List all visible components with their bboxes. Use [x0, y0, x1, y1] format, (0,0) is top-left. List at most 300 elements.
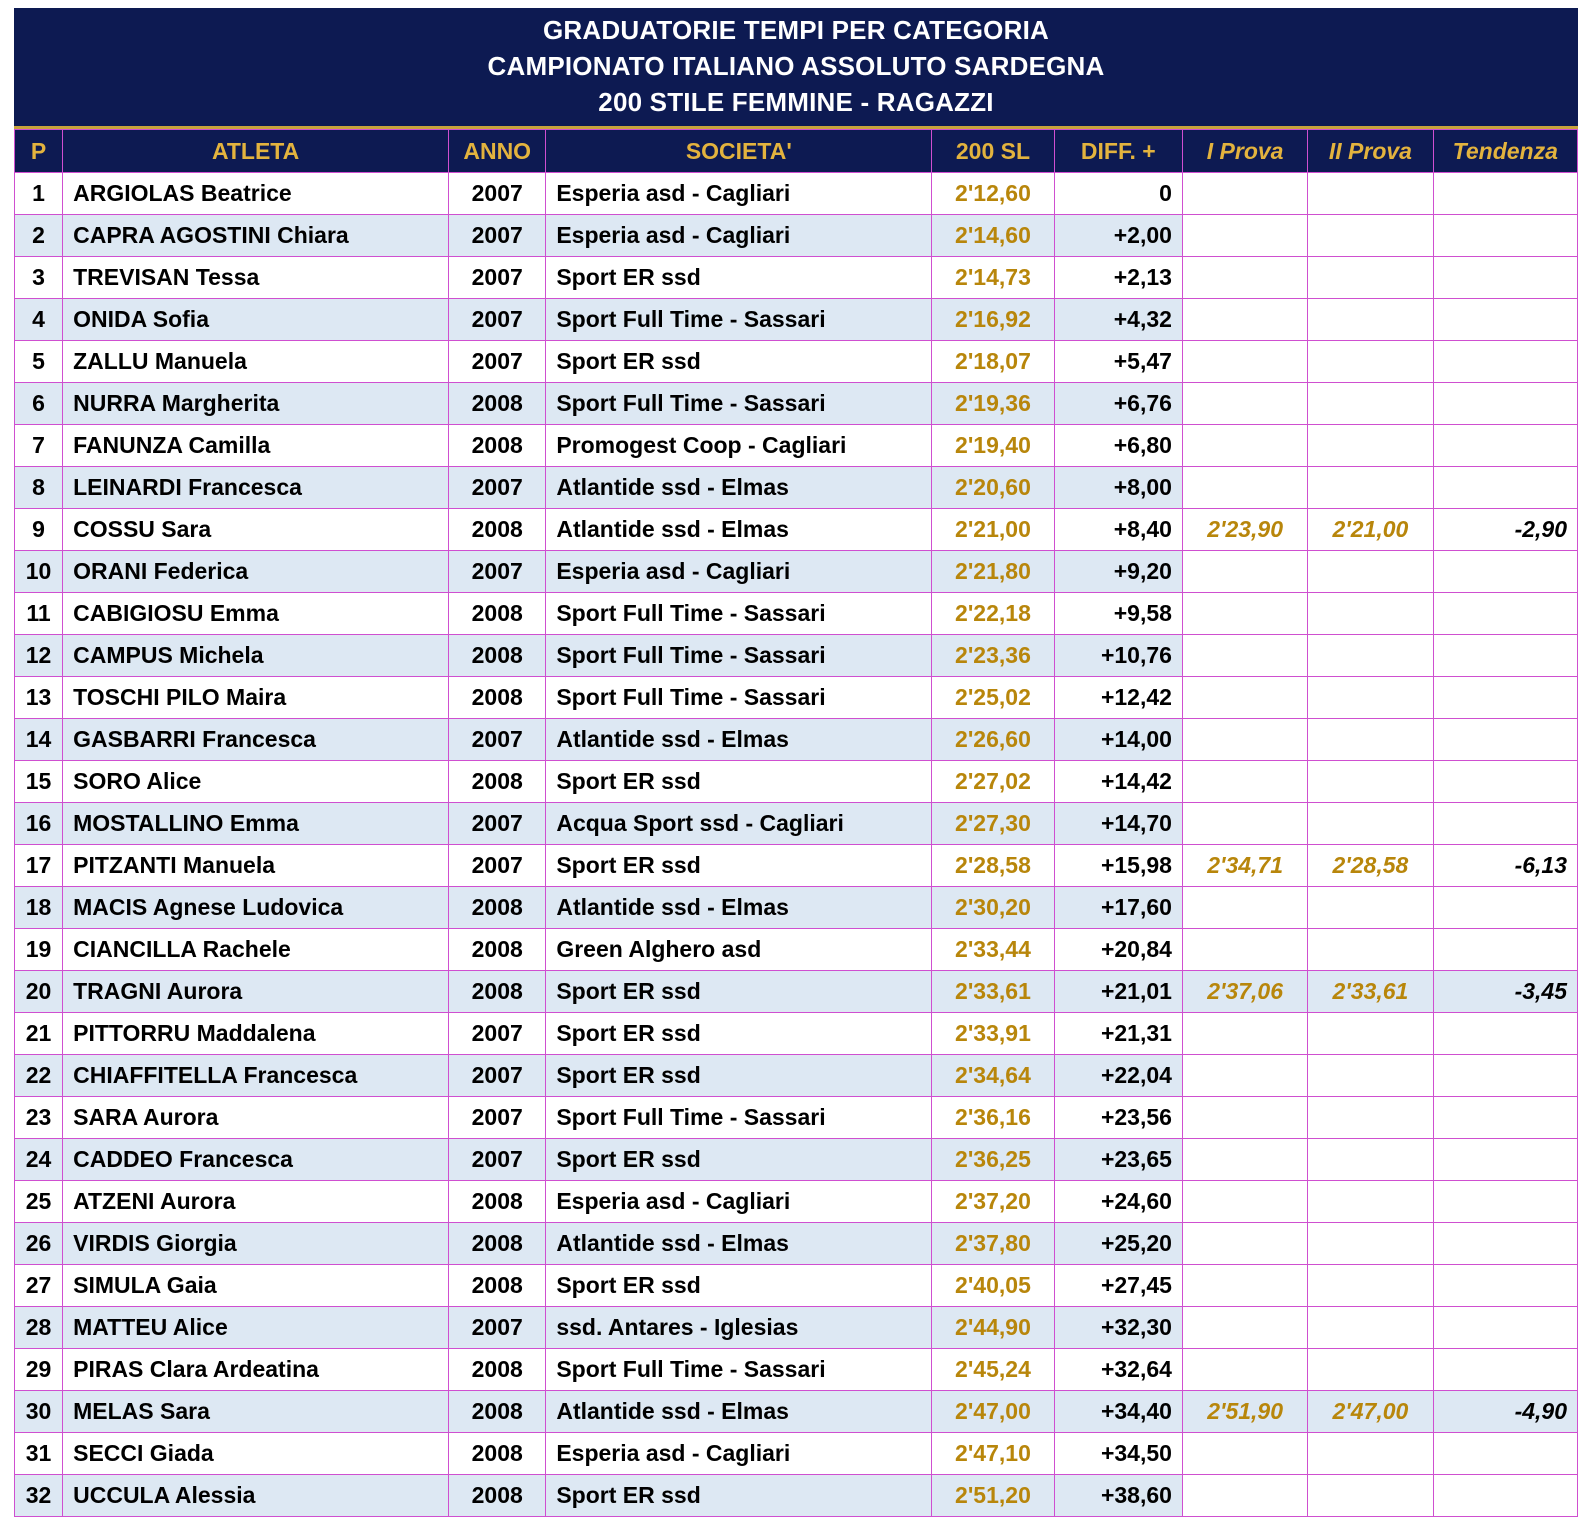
row-athlete-name: SECCI Giada — [63, 1433, 449, 1475]
row-club: Promogest Coop - Cagliari — [546, 425, 932, 467]
table-body — [15, 173, 1578, 1517]
table-row — [15, 1391, 1578, 1433]
row-athlete-name: MOSTALLINO Emma — [63, 803, 449, 845]
row-club: Acqua Sport ssd - Cagliari — [546, 803, 932, 845]
row-diff: +6,80 — [1054, 425, 1182, 467]
row-diff: +14,00 — [1054, 719, 1182, 761]
row-heat1 — [1182, 551, 1307, 593]
table-row — [15, 1055, 1578, 1097]
row-year: 2008 — [449, 971, 546, 1013]
column-header-heat2: II Prova — [1308, 130, 1433, 173]
table-row — [15, 425, 1578, 467]
row-year: 2008 — [449, 1391, 546, 1433]
row-heat1 — [1182, 425, 1307, 467]
row-athlete-name: CAMPUS Michela — [63, 635, 449, 677]
row-athlete-name: CAPRA AGOSTINI Chiara — [63, 215, 449, 257]
row-time: 2'20,60 — [932, 467, 1054, 509]
row-trend — [1433, 425, 1577, 467]
row-trend: -2,90 — [1433, 509, 1577, 551]
row-position: 27 — [15, 1265, 63, 1307]
row-year: 2008 — [449, 761, 546, 803]
row-position: 7 — [15, 425, 63, 467]
row-heat2 — [1308, 887, 1433, 929]
row-heat1: 2'23,90 — [1182, 509, 1307, 551]
row-trend — [1433, 677, 1577, 719]
row-time: 2'12,60 — [932, 173, 1054, 215]
row-club: Atlantide ssd - Elmas — [546, 887, 932, 929]
row-heat1 — [1182, 341, 1307, 383]
row-time: 2'16,92 — [932, 299, 1054, 341]
column-header-diff: DIFF. + — [1054, 130, 1182, 173]
row-diff: +8,00 — [1054, 467, 1182, 509]
row-heat1 — [1182, 1181, 1307, 1223]
row-diff: +5,47 — [1054, 341, 1182, 383]
column-header-athlete: ATLETA — [63, 130, 449, 173]
row-year: 2008 — [449, 929, 546, 971]
row-club: Esperia asd - Cagliari — [546, 1433, 932, 1475]
row-heat2 — [1308, 1433, 1433, 1475]
row-heat1 — [1182, 1475, 1307, 1517]
row-heat2 — [1308, 467, 1433, 509]
row-position: 26 — [15, 1223, 63, 1265]
row-trend — [1433, 635, 1577, 677]
row-time: 2'33,61 — [932, 971, 1054, 1013]
row-heat1 — [1182, 635, 1307, 677]
row-heat2 — [1308, 383, 1433, 425]
row-heat2 — [1308, 173, 1433, 215]
row-club: Esperia asd - Cagliari — [546, 1181, 932, 1223]
row-diff: +4,32 — [1054, 299, 1182, 341]
row-club: Sport ER ssd — [546, 845, 932, 887]
row-position: 17 — [15, 845, 63, 887]
column-header-trend: Tendenza — [1433, 130, 1577, 173]
row-position: 24 — [15, 1139, 63, 1181]
row-year: 2008 — [449, 509, 546, 551]
row-time: 2'44,90 — [932, 1307, 1054, 1349]
row-diff: +8,40 — [1054, 509, 1182, 551]
table-row — [15, 1265, 1578, 1307]
table-row — [15, 1013, 1578, 1055]
row-position: 13 — [15, 677, 63, 719]
row-position: 25 — [15, 1181, 63, 1223]
row-heat1 — [1182, 1265, 1307, 1307]
row-diff: +32,30 — [1054, 1307, 1182, 1349]
row-athlete-name: TOSCHI PILO Maira — [63, 677, 449, 719]
row-position: 18 — [15, 887, 63, 929]
row-year: 2007 — [449, 1055, 546, 1097]
row-heat2 — [1308, 803, 1433, 845]
row-heat2 — [1308, 1097, 1433, 1139]
row-time: 2'30,20 — [932, 887, 1054, 929]
column-header-time: 200 SL — [932, 130, 1054, 173]
table-row — [15, 887, 1578, 929]
row-time: 2'27,02 — [932, 761, 1054, 803]
row-club: Atlantide ssd - Elmas — [546, 467, 932, 509]
row-athlete-name: ORANI Federica — [63, 551, 449, 593]
row-position: 28 — [15, 1307, 63, 1349]
row-club: ssd. Antares - Iglesias — [546, 1307, 932, 1349]
row-year: 2007 — [449, 467, 546, 509]
row-position: 23 — [15, 1097, 63, 1139]
table-row — [15, 719, 1578, 761]
row-club: Esperia asd - Cagliari — [546, 173, 932, 215]
row-year: 2007 — [449, 341, 546, 383]
row-time: 2'21,00 — [932, 509, 1054, 551]
row-time: 2'14,60 — [932, 215, 1054, 257]
row-heat1 — [1182, 593, 1307, 635]
row-diff: +20,84 — [1054, 929, 1182, 971]
table-row — [15, 383, 1578, 425]
row-heat1 — [1182, 887, 1307, 929]
row-position: 10 — [15, 551, 63, 593]
row-athlete-name: FANUNZA Camilla — [63, 425, 449, 467]
row-heat2 — [1308, 635, 1433, 677]
row-time: 2'23,36 — [932, 635, 1054, 677]
row-heat2 — [1308, 1055, 1433, 1097]
row-position: 29 — [15, 1349, 63, 1391]
row-club: Sport ER ssd — [546, 341, 932, 383]
table-row — [15, 1349, 1578, 1391]
row-diff: +15,98 — [1054, 845, 1182, 887]
row-diff: +22,04 — [1054, 1055, 1182, 1097]
row-time: 2'19,36 — [932, 383, 1054, 425]
row-heat1 — [1182, 1223, 1307, 1265]
row-time: 2'45,24 — [932, 1349, 1054, 1391]
table-row — [15, 341, 1578, 383]
row-diff: 0 — [1054, 173, 1182, 215]
row-heat1 — [1182, 1349, 1307, 1391]
sheet-title — [14, 8, 1578, 129]
row-position: 32 — [15, 1475, 63, 1517]
row-athlete-name: PIRAS Clara Ardeatina — [63, 1349, 449, 1391]
table-row — [15, 215, 1578, 257]
row-athlete-name: NURRA Margherita — [63, 383, 449, 425]
row-time: 2'22,18 — [932, 593, 1054, 635]
row-trend: -4,90 — [1433, 1391, 1577, 1433]
title-line-2: CAMPIONATO ITALIANO ASSOLUTO SARDEGNA — [487, 51, 1105, 81]
row-heat1 — [1182, 1139, 1307, 1181]
row-year: 2008 — [449, 1433, 546, 1475]
row-trend — [1433, 1181, 1577, 1223]
row-trend — [1433, 1055, 1577, 1097]
row-trend — [1433, 803, 1577, 845]
row-athlete-name: CHIAFFITELLA Francesca — [63, 1055, 449, 1097]
row-heat2 — [1308, 929, 1433, 971]
table-row — [15, 803, 1578, 845]
row-club: Sport Full Time - Sassari — [546, 1097, 932, 1139]
row-time: 2'36,25 — [932, 1139, 1054, 1181]
row-position: 22 — [15, 1055, 63, 1097]
row-trend — [1433, 299, 1577, 341]
row-year: 2008 — [449, 887, 546, 929]
row-year: 2007 — [449, 257, 546, 299]
row-time: 2'26,60 — [932, 719, 1054, 761]
row-time: 2'18,07 — [932, 341, 1054, 383]
row-year: 2007 — [449, 173, 546, 215]
row-heat1 — [1182, 1307, 1307, 1349]
row-diff: +2,13 — [1054, 257, 1182, 299]
row-time: 2'33,44 — [932, 929, 1054, 971]
row-trend — [1433, 1433, 1577, 1475]
row-time: 2'33,91 — [932, 1013, 1054, 1055]
row-time: 2'19,40 — [932, 425, 1054, 467]
row-club: Sport Full Time - Sassari — [546, 677, 932, 719]
row-trend — [1433, 551, 1577, 593]
row-heat2 — [1308, 1265, 1433, 1307]
row-heat1: 2'34,71 — [1182, 845, 1307, 887]
row-heat1 — [1182, 677, 1307, 719]
column-header-position: P — [15, 130, 63, 173]
row-trend — [1433, 1265, 1577, 1307]
table-row — [15, 1181, 1578, 1223]
row-heat2 — [1308, 1013, 1433, 1055]
row-trend — [1433, 887, 1577, 929]
row-diff: +38,60 — [1054, 1475, 1182, 1517]
row-diff: +21,31 — [1054, 1013, 1182, 1055]
row-heat1 — [1182, 1013, 1307, 1055]
row-trend — [1433, 593, 1577, 635]
table-row — [15, 1307, 1578, 1349]
row-club: Sport ER ssd — [546, 761, 932, 803]
row-heat2 — [1308, 1181, 1433, 1223]
row-club: Sport ER ssd — [546, 1139, 932, 1181]
row-diff: +2,00 — [1054, 215, 1182, 257]
row-heat1 — [1182, 257, 1307, 299]
row-heat2 — [1308, 677, 1433, 719]
row-heat1: 2'51,90 — [1182, 1391, 1307, 1433]
row-trend: -3,45 — [1433, 971, 1577, 1013]
row-year: 2007 — [449, 803, 546, 845]
row-position: 21 — [15, 1013, 63, 1055]
row-year: 2007 — [449, 1139, 546, 1181]
row-position: 14 — [15, 719, 63, 761]
row-heat2 — [1308, 593, 1433, 635]
row-heat1 — [1182, 929, 1307, 971]
table-row — [15, 845, 1578, 887]
table-row — [15, 1097, 1578, 1139]
row-time: 2'40,05 — [932, 1265, 1054, 1307]
column-header-heat1: I Prova — [1182, 130, 1307, 173]
row-heat2 — [1308, 299, 1433, 341]
row-diff: +23,65 — [1054, 1139, 1182, 1181]
row-trend — [1433, 383, 1577, 425]
row-heat2: 2'28,58 — [1308, 845, 1433, 887]
row-year: 2008 — [449, 1349, 546, 1391]
row-club: Atlantide ssd - Elmas — [546, 1223, 932, 1265]
results-table — [14, 129, 1578, 1517]
row-trend — [1433, 215, 1577, 257]
row-year: 2008 — [449, 425, 546, 467]
row-athlete-name: VIRDIS Giorgia — [63, 1223, 449, 1265]
row-athlete-name: SORO Alice — [63, 761, 449, 803]
row-heat2 — [1308, 425, 1433, 467]
row-position: 1 — [15, 173, 63, 215]
row-heat1 — [1182, 467, 1307, 509]
row-trend — [1433, 467, 1577, 509]
row-diff: +23,56 — [1054, 1097, 1182, 1139]
row-athlete-name: SIMULA Gaia — [63, 1265, 449, 1307]
column-header-year: ANNO — [449, 130, 546, 173]
row-heat2 — [1308, 341, 1433, 383]
row-trend — [1433, 1097, 1577, 1139]
row-club: Atlantide ssd - Elmas — [546, 719, 932, 761]
row-athlete-name: UCCULA Alessia — [63, 1475, 449, 1517]
table-row — [15, 929, 1578, 971]
row-diff: +9,58 — [1054, 593, 1182, 635]
row-position: 19 — [15, 929, 63, 971]
row-trend — [1433, 761, 1577, 803]
table-header-row — [15, 130, 1578, 173]
title-line-1: GRADUATORIE TEMPI PER CATEGORIA — [542, 15, 1049, 45]
table-row — [15, 551, 1578, 593]
row-athlete-name: LEINARDI Francesca — [63, 467, 449, 509]
row-time: 2'21,80 — [932, 551, 1054, 593]
row-time: 2'25,02 — [932, 677, 1054, 719]
title-line-3: 200 STILE FEMMINE - RAGAZZI — [598, 87, 994, 117]
row-position: 9 — [15, 509, 63, 551]
row-heat1 — [1182, 173, 1307, 215]
row-year: 2007 — [449, 215, 546, 257]
row-trend — [1433, 341, 1577, 383]
row-time: 2'34,64 — [932, 1055, 1054, 1097]
row-position: 20 — [15, 971, 63, 1013]
row-year: 2008 — [449, 1475, 546, 1517]
row-heat1: 2'37,06 — [1182, 971, 1307, 1013]
row-position: 12 — [15, 635, 63, 677]
row-trend — [1433, 929, 1577, 971]
row-position: 11 — [15, 593, 63, 635]
row-athlete-name: ATZENI Aurora — [63, 1181, 449, 1223]
row-time: 2'37,80 — [932, 1223, 1054, 1265]
row-heat1 — [1182, 1055, 1307, 1097]
row-year: 2007 — [449, 299, 546, 341]
row-athlete-name: TRAGNI Aurora — [63, 971, 449, 1013]
row-position: 2 — [15, 215, 63, 257]
row-club: Sport Full Time - Sassari — [546, 635, 932, 677]
row-time: 2'36,16 — [932, 1097, 1054, 1139]
row-time: 2'28,58 — [932, 845, 1054, 887]
row-heat1 — [1182, 803, 1307, 845]
row-year: 2008 — [449, 635, 546, 677]
row-position: 5 — [15, 341, 63, 383]
table-row — [15, 467, 1578, 509]
table-row — [15, 761, 1578, 803]
row-athlete-name: PITTORRU Maddalena — [63, 1013, 449, 1055]
row-heat2 — [1308, 215, 1433, 257]
row-year: 2007 — [449, 1307, 546, 1349]
row-position: 16 — [15, 803, 63, 845]
row-diff: +27,45 — [1054, 1265, 1182, 1307]
table-row — [15, 1139, 1578, 1181]
row-year: 2008 — [449, 1181, 546, 1223]
row-diff: +17,60 — [1054, 887, 1182, 929]
row-heat1 — [1182, 215, 1307, 257]
row-athlete-name: GASBARRI Francesca — [63, 719, 449, 761]
row-diff: +10,76 — [1054, 635, 1182, 677]
row-heat1 — [1182, 383, 1307, 425]
row-heat2: 2'33,61 — [1308, 971, 1433, 1013]
table-row — [15, 509, 1578, 551]
row-heat2 — [1308, 761, 1433, 803]
table-row — [15, 1223, 1578, 1265]
row-club: Esperia asd - Cagliari — [546, 551, 932, 593]
row-trend — [1433, 719, 1577, 761]
row-heat1 — [1182, 1097, 1307, 1139]
row-diff: +25,20 — [1054, 1223, 1182, 1265]
row-heat1 — [1182, 719, 1307, 761]
table-row — [15, 299, 1578, 341]
row-heat2 — [1308, 551, 1433, 593]
row-athlete-name: MATTEU Alice — [63, 1307, 449, 1349]
row-trend — [1433, 1475, 1577, 1517]
row-diff: +6,76 — [1054, 383, 1182, 425]
row-time: 2'47,10 — [932, 1433, 1054, 1475]
row-year: 2008 — [449, 677, 546, 719]
row-position: 3 — [15, 257, 63, 299]
row-heat1 — [1182, 299, 1307, 341]
row-diff: +32,64 — [1054, 1349, 1182, 1391]
table-row — [15, 971, 1578, 1013]
row-diff: +34,40 — [1054, 1391, 1182, 1433]
row-position: 8 — [15, 467, 63, 509]
row-club: Sport ER ssd — [546, 1055, 932, 1097]
table-row — [15, 677, 1578, 719]
row-year: 2008 — [449, 383, 546, 425]
row-year: 2008 — [449, 1265, 546, 1307]
row-time: 2'27,30 — [932, 803, 1054, 845]
row-year: 2007 — [449, 845, 546, 887]
table-row — [15, 1475, 1578, 1517]
row-trend — [1433, 257, 1577, 299]
row-diff: +9,20 — [1054, 551, 1182, 593]
row-club: Esperia asd - Cagliari — [546, 215, 932, 257]
row-trend — [1433, 1139, 1577, 1181]
row-athlete-name: CABIGIOSU Emma — [63, 593, 449, 635]
table-row — [15, 173, 1578, 215]
row-athlete-name: ZALLU Manuela — [63, 341, 449, 383]
row-club: Sport ER ssd — [546, 1013, 932, 1055]
row-athlete-name: CADDEO Francesca — [63, 1139, 449, 1181]
row-position: 31 — [15, 1433, 63, 1475]
row-heat2 — [1308, 1139, 1433, 1181]
row-time: 2'51,20 — [932, 1475, 1054, 1517]
row-athlete-name: MELAS Sara — [63, 1391, 449, 1433]
row-heat2: 2'21,00 — [1308, 509, 1433, 551]
row-year: 2008 — [449, 1223, 546, 1265]
row-trend — [1433, 1349, 1577, 1391]
row-diff: +24,60 — [1054, 1181, 1182, 1223]
row-position: 6 — [15, 383, 63, 425]
row-heat2 — [1308, 1223, 1433, 1265]
column-header-club: SOCIETA' — [546, 130, 932, 173]
row-athlete-name: CIANCILLA Rachele — [63, 929, 449, 971]
row-heat2 — [1308, 719, 1433, 761]
row-time: 2'37,20 — [932, 1181, 1054, 1223]
row-diff: +34,50 — [1054, 1433, 1182, 1475]
row-year: 2007 — [449, 1097, 546, 1139]
row-trend — [1433, 173, 1577, 215]
row-trend — [1433, 1013, 1577, 1055]
row-position: 4 — [15, 299, 63, 341]
row-heat1 — [1182, 1433, 1307, 1475]
row-athlete-name: MACIS Agnese Ludovica — [63, 887, 449, 929]
row-diff: +21,01 — [1054, 971, 1182, 1013]
row-athlete-name: COSSU Sara — [63, 509, 449, 551]
row-club: Atlantide ssd - Elmas — [546, 509, 932, 551]
table-row — [15, 635, 1578, 677]
row-athlete-name: SARA Aurora — [63, 1097, 449, 1139]
row-year: 2008 — [449, 593, 546, 635]
